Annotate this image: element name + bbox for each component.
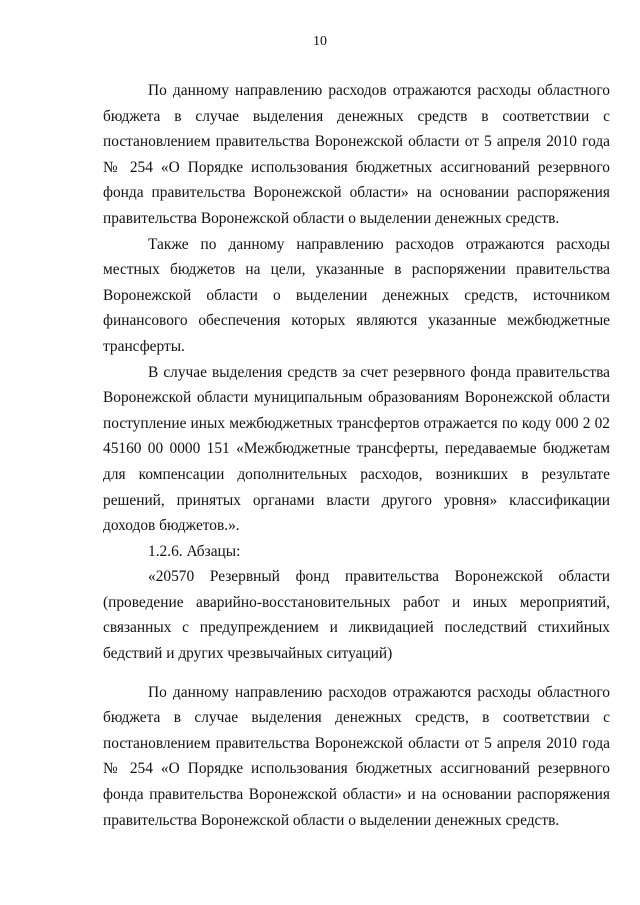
paragraph-reserve-fund-code: «20570 Резервный фонд правительства Воронежской области (проведение аварийно-восстановительных работ и иных мероприятий, связанных с предупреждением и ликвидацией последствий стихийных бедствий и других чрезвычайных ситуаций) — [103, 568, 610, 663]
paragraph-section-heading: 1.2.6. Абзацы: — [148, 542, 241, 560]
paragraph-local-budget-expenses: Также по данному направлению расходов отражаются расходы местных бюджетов на цели, указанные в распоряжении правительства Воронежской области о выделении денежных средств, источником финансового обеспечения которых являются указанные межбюджетные трансферты. — [103, 235, 610, 355]
paragraph-regional-budget-expenses: По данному направлению расходов отражаются расходы областного бюджета в случае выделения денежных средств в соответствии с постановлением правительства Воронежской области от 5 апреля 2010 года № 254 «О Порядке использования бюджетных ассигнований резервного фонда правительства Воронежской области» на основании распоряжения правительства Воронежской области о выделении денежных средств. — [103, 82, 610, 227]
paragraph-reserve-fund-transfers: В случае выделения средств за счет резервного фонда правительства Воронежской области муниципальным образованиям Воронежской области поступление иных межбюджетных трансфертов отражается по коду 000 2 02 45160 00 0000 151 «Межбюджетные трансферты, передаваемые бюджетам для компенсации дополнительных расходов, возникших в результате решений, принятых органами власти другого уровня» классификации доходов бюджетов.». — [103, 363, 610, 535]
page-number: 10 — [313, 34, 327, 49]
document-body — [103, 78, 610, 833]
paragraph-regional-budget-expenses-2: По данному направлению расходов отражаются расходы областного бюджета в случае выделения денежных средств, в соответствии с постановлением правительства Воронежской области от 5 апреля 2010 года № 254 «О Порядке использования бюджетных ассигнований резервного фонда правительства Воронежской области» и на основании распоряжения правительства Воронежской области о выделении денежных средств. — [103, 683, 610, 829]
